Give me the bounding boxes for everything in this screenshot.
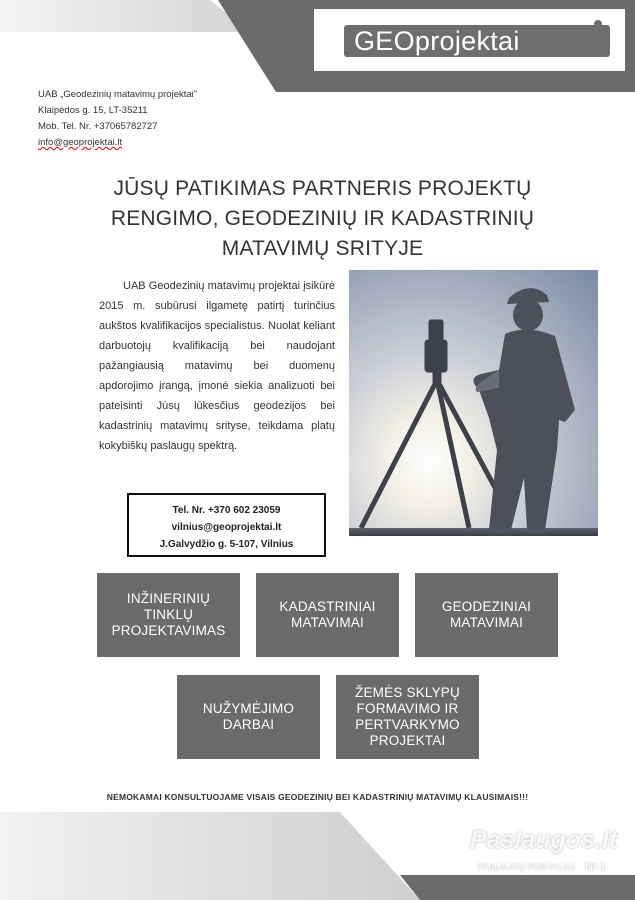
service-tile-engineering-networks xyxy=(97,573,240,657)
contact-address: Klaipėdos g. 15, LT-35211 xyxy=(38,105,148,116)
contact-box-phone[interactable]: Tel. Nr. +370 602 23059 xyxy=(172,505,281,516)
service-line: TINKLŲ xyxy=(143,607,194,622)
watermark-tagline-text: PASLAUGŲ PORTALAS xyxy=(477,862,576,872)
service-tile-land-plots xyxy=(336,675,479,759)
service-line: KADASTRINIAI xyxy=(279,599,376,614)
service-tile-geodetic xyxy=(415,573,558,657)
service-line: DARBAI xyxy=(222,717,275,732)
service-line: PROJEKTAI xyxy=(369,733,446,748)
headline-line-3: MATAVIMŲ SRITYJE xyxy=(221,237,424,260)
headline-line-2: RENGIMO, GEODEZINIŲ IR KADASTRINIŲ xyxy=(110,207,535,230)
contact-email-text[interactable]: info@geoprojektai.lt xyxy=(38,137,123,148)
logo-dot-icon xyxy=(594,20,602,28)
logo: GEOprojektai xyxy=(344,25,610,57)
headline-line-1: JŪSŲ PATIKIMAS PARTNERIS PROJEKTŲ xyxy=(113,177,532,200)
service-line: GEODEZINIAI xyxy=(441,599,532,614)
service-tile-cadastral xyxy=(256,573,399,657)
footer-dark-band xyxy=(400,875,635,900)
contact-mobile: Mob. Tel. Nr. +37065782727 xyxy=(38,121,158,132)
contact-box-email[interactable]: vilnius@geoprojektai.lt xyxy=(171,522,282,533)
contact-company: UAB „Geodezinių matavimų projektai" xyxy=(38,89,198,100)
service-line: MATAVIMAI xyxy=(449,615,524,630)
service-line: FORMAVIMO IR xyxy=(356,701,459,716)
service-tile-staking xyxy=(177,675,320,759)
service-line: NUŽYMĖJIMO xyxy=(202,701,295,716)
service-line: INŽINERINIŲ xyxy=(126,591,211,606)
header-light-band xyxy=(0,0,250,32)
watermark-badge: Nr.1 xyxy=(585,861,606,873)
service-line: MATAVIMAI xyxy=(290,615,365,630)
contact-box-address: J.Galvydžio g. 5-107, Vilnius xyxy=(159,539,294,550)
service-line: PERTVARKYMO xyxy=(355,717,460,732)
watermark-tagline xyxy=(472,859,609,874)
service-line: PROJEKTAVIMAS xyxy=(111,623,226,638)
surveyor-photo xyxy=(349,270,598,536)
headline xyxy=(60,174,585,264)
contact-box xyxy=(127,493,326,557)
watermark-logo: Paslaugos.lt xyxy=(470,826,618,854)
service-line: ŽEMĖS SKLYPŲ xyxy=(355,685,460,700)
contact-email[interactable] xyxy=(38,137,122,148)
intro-paragraph: UAB Geodezinių matavimų projektai įsikūrė 2015 m. subūrusi ilgametę patirtį turinčius aukštos kvalifikacijos specialistus. Nuolat keliant darbuotojų kvalifikaciją bei naudojant pažangiausią matavimų bei duomenų apdorojimo įrangą, įmonė siekia analizuoti bei pateisinti Jūsų lūkesčius geodezijos bei kadastrinių matavimų srityse, teikdama platų kokybiškų paslaugų spektrą. xyxy=(99,280,335,452)
free-consultation-note: NEMOKAMAI KONSULTUOJAME VISAIS GEODEZINIŲ BEI KADASTRINIŲ MATAVIMŲ KLAUSIMAIS!!! xyxy=(106,792,529,802)
footer-light-band xyxy=(0,812,420,900)
